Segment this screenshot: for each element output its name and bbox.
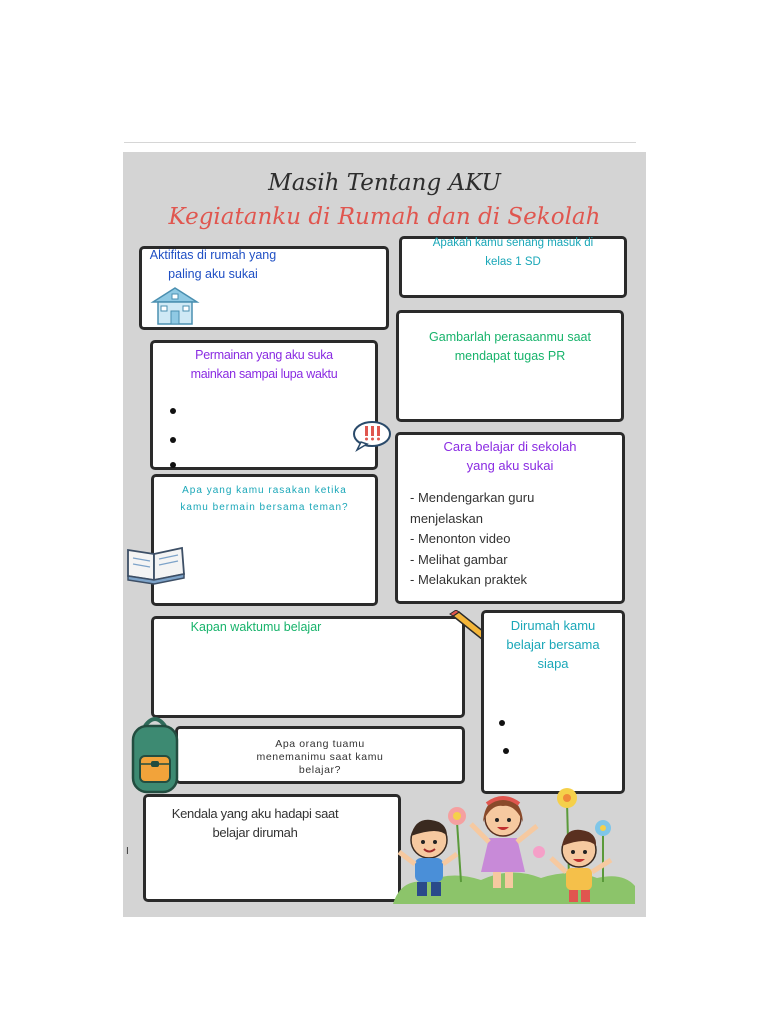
cara-line1: Cara belajar di sekolah	[443, 439, 577, 454]
worksheet-title: Masih Tentang AKU	[268, 170, 501, 196]
aktifitas-line1: Aktifitas di rumah yang	[149, 248, 277, 262]
orangtua-line2: menemanimu saat kamu	[256, 751, 384, 763]
orangtua-line1: Apa orang tuamu	[275, 738, 365, 750]
cara-item-4: - Melihat gambar	[410, 551, 508, 567]
dirumah-bullet-1	[499, 720, 505, 726]
cara-list	[410, 488, 534, 591]
permainan-bullet-3	[170, 462, 176, 468]
kids-illustration	[391, 782, 641, 904]
permainan-prompt	[150, 346, 378, 384]
kendala-line2: belajar dirumah	[212, 825, 298, 840]
worksheet	[123, 152, 646, 917]
worksheet-subtitle: Kegiatanku di Rumah dan di Sekolah	[168, 204, 601, 230]
cara-item-5: - Melakukan praktek	[410, 572, 528, 587]
dirumah-line2: belajar bersama	[506, 637, 600, 652]
dirumah-bullet-2	[503, 748, 509, 754]
gambarlah-prompt	[396, 328, 624, 366]
senang-line1: Apakah kamu senang masuk di	[432, 237, 594, 249]
aktifitas-prompt	[143, 246, 283, 284]
backpack-icon	[127, 712, 183, 796]
top-rule	[124, 142, 636, 143]
rasakan-line2: kamu bermain bersama teman?	[180, 502, 349, 513]
aktifitas-line2: paling aku sukai	[168, 267, 258, 281]
orangtua-prompt	[175, 738, 465, 777]
kapan-prompt: Kapan waktumu belajar	[190, 620, 322, 634]
cara-item-1: - Mendengarkan guru	[410, 490, 535, 505]
orangtua-line3: belajar?	[298, 764, 342, 776]
cara-line2: yang aku sukai	[466, 458, 554, 473]
margin-mark: I	[126, 846, 129, 857]
senang-line2: kelas 1 SD	[485, 256, 541, 268]
cara-prompt	[395, 437, 625, 475]
gambarlah-line2: mendapat tugas PR	[454, 349, 566, 363]
dirumah-prompt	[481, 616, 625, 673]
book-icon	[125, 540, 187, 586]
gambarlah-line1: Gambarlah perasaanmu saat	[429, 330, 591, 344]
speech-bubble-icon	[351, 420, 393, 452]
permainan-bullet-2	[170, 437, 176, 443]
cara-item-2: menjelaskan	[410, 510, 483, 526]
kendala-line1: Kendala yang aku hadapi saat	[171, 806, 339, 821]
cara-item-3: - Menonton video	[410, 531, 511, 546]
box-gambarlah[interactable]	[396, 310, 624, 422]
rasakan-line1: Apa yang kamu rasakan ketika	[182, 485, 347, 496]
permainan-line1: Permainan yang aku suka	[195, 348, 333, 362]
permainan-bullet-1	[170, 408, 176, 414]
kendala-prompt	[143, 804, 367, 842]
dirumah-line3: siapa	[537, 656, 569, 671]
permainan-line2: mainkan sampai lupa waktu	[190, 367, 338, 381]
senang-prompt	[399, 234, 627, 272]
rasakan-prompt	[151, 482, 378, 516]
dirumah-line1: Dirumah kamu	[510, 618, 596, 633]
house-icon	[149, 284, 201, 328]
